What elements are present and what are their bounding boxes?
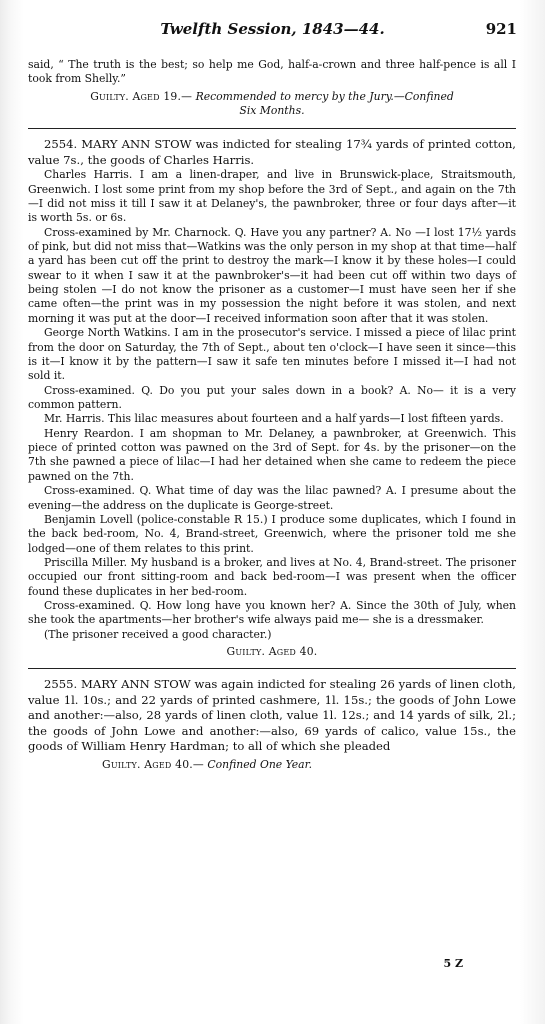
testimony-paragraph: said, “ The truth is the best; so help me God, half-a-crown and three half-pence is all I took from Shelly.”	[28, 58, 516, 86]
character-note: (The prisoner received a good character.)	[44, 627, 272, 641]
section-divider	[28, 128, 516, 129]
cross-examination-paragraph: Cross-examined. Q. Do you put your sales down in a book? A. No— it is a very common pattern.	[28, 383, 516, 411]
verdict-label: Guilty. Aged 19.—	[90, 89, 193, 103]
page-header	[0, 20, 545, 44]
verdict-label: Guilty. Aged 40.	[226, 645, 318, 659]
case-heading-paragraph: 2555. MARY ANN STOW was again indicted for stealing 26 yards of linen cloth, value 1l. 10s.; and 22 yards of printed cashmere, 1l. 15s.; the goods of John Lowe and another:—also, 28 yards of linen cloth, value 1l. 12s.; and 14 yards of silk, 2l.; the goods of John Lowe and another:—also, 69 yards of calico, value 15s., the goods of William Henry Hardman; to all of which she pleaded	[28, 677, 516, 754]
verdict-paragraph	[28, 645, 516, 659]
signature-mark: 5 Z	[443, 957, 463, 970]
page-content	[28, 58, 516, 772]
testimony-paragraph: Charles Harris. I am a linen-draper, and live in Brunswick-place, Straitsmouth, Greenwich. I lost some print from my shop before the 3rd of Sept., and again on the 7th—I did not miss it till I saw it at Delaney's, the pawnbroker, three or four days after—it is worth 5s. or 6s.	[28, 168, 516, 225]
testimony-paragraph: Benjamin Lovell (police-constable R 15.) I produce some duplicates, which I found in the back bed-room, No. 4, Brand-street, Greenwich, where the prisoner told me she lodged—one of them relates to this print.	[28, 512, 516, 555]
cross-examination-paragraph: Cross-examined. Q. How long have you known her? A. Since the 30th of July, when she took the apartments—her brother's wife always paid me— she is a dressmaker.	[28, 599, 516, 627]
testimony-paragraph: Priscilla Miller. My husband is a broker, and lives at No. 4, Brand-street. The prisoner occupied our front sitting-room and back bed-room—I was present when the officer found these duplicates in her bed-room.	[28, 555, 516, 598]
verdict-paragraph	[28, 90, 516, 119]
verdict-sentence: Confined One Year.	[207, 757, 313, 771]
verdict-duration: Six Months.	[239, 104, 305, 118]
section-divider	[28, 668, 516, 669]
cross-examination-paragraph: Cross-examined by Mr. Charnock. Q. Have you any partner? A. No —I lost 17½ yards of pink, but did not miss that—Watkins was the only person in my shop at that time—half a yard has been cut off the print to destroy the mark—I know it by these holes—I could swear to it when I saw it at the pawnbroker's—it had been cut off within two days of being stolen —I do not know the prisoner as a customer—I must have seen her if she came often—the print was in my possession the night before it was stolen, and next morning it was put at the door—I received information soon after that it was stolen.	[28, 225, 516, 325]
verdict-sentence: Recommended to mercy by the Jury.—Confined	[195, 89, 454, 103]
verdict-paragraph	[102, 758, 516, 772]
testimony-paragraph: George North Watkins. I am in the prosecutor's service. I missed a piece of lilac print from the door on Saturday, the 7th of Sept., about ten o'clock—I have seen it since—this is it—I know it by the pattern—I saw it safe ten minutes before I missed it—I had not sold it.	[28, 326, 516, 383]
page-number: 921	[485, 20, 517, 38]
verdict-label: Guilty. Aged 40.—	[102, 757, 204, 771]
testimony-paragraph: Henry Reardon. I am shopman to Mr. Delaney, a pawnbroker, at Greenwich. This piece of printed cotton was pawned on the 3rd of Sept. for 4s. by the prisoner—on the 7th she pawned a piece of lilac—I had her detained when she came to redeem the piece pawned on the 7th.	[28, 426, 516, 483]
case-heading-paragraph: 2554. MARY ANN STOW was indicted for stealing 17¾ yards of printed cotton, value 7s., the goods of Charles Harris.	[28, 137, 516, 167]
testimony-paragraph: Mr. Harris. This lilac measures about fourteen and a half yards—I lost fifteen yards.	[44, 412, 504, 426]
running-title: Twelfth Session, 1843—44.	[160, 20, 385, 38]
cross-examination-paragraph: Cross-examined. Q. What time of day was the lilac pawned? A. I presume about the evening—the address on the duplicate is George-street.	[28, 484, 516, 512]
